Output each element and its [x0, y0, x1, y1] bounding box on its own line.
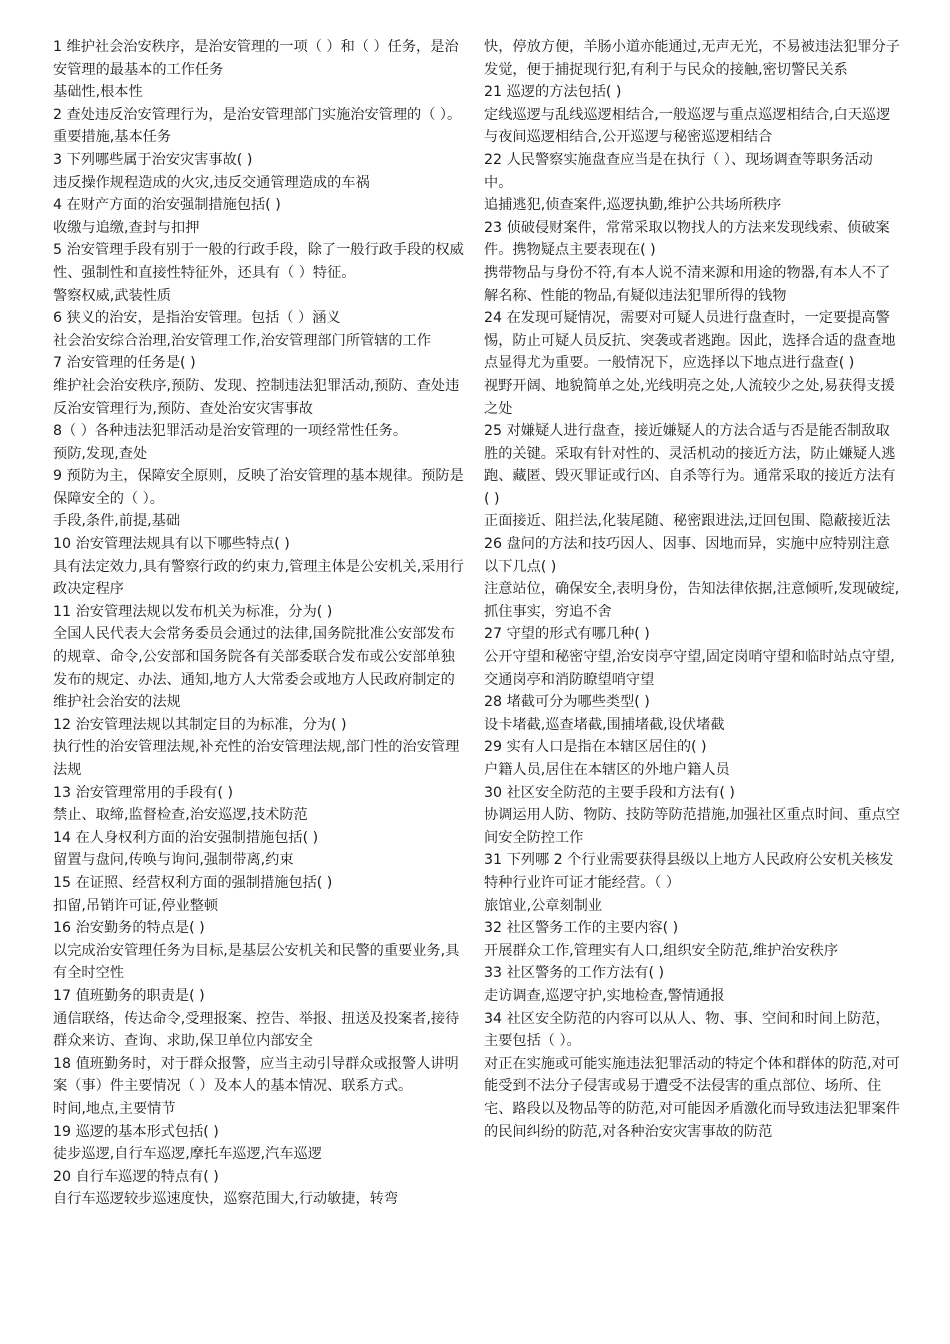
- answer-text: 维护社会治安秩序,预防、发现、控制违法犯罪活动,预防、查处违反治安管理行为,预防、查处治安灾害事故: [53, 377, 460, 417]
- question-text: 10 治安管理法规具有以下哪些特点( ): [53, 536, 290, 553]
- answer-text: 具有法定效力,具有警察行政的约束力,管理主体是公安机关,采用行政决定程序: [53, 558, 464, 598]
- answer-text: 户籍人员,居住在本辖区的外地户籍人员: [484, 762, 730, 778]
- answer-text: 视野开阔、地貌简单之处,光线明亮之处,人流较少之处,易获得支援之处: [484, 377, 895, 417]
- answer-text: 扣留,吊销许可证,停业整顿: [53, 897, 219, 914]
- question-text: 28 堵截可分为哪些类型( ): [484, 694, 650, 711]
- question-text: 14 在人身权利方面的治安强制措施包括( ): [53, 829, 319, 846]
- answer-text: 社会治安综合治理,治安管理工作,治安管理部门所管辖的工作: [53, 332, 431, 349]
- answer-text: 警察权威,武装性质: [53, 287, 172, 304]
- question-text: 27 守望的形式有哪几种( ): [484, 626, 650, 643]
- answer-text: 违反操作规程造成的火灾,违反交通管理造成的车祸: [53, 174, 370, 191]
- question-text: 5 治安管理手段有别于一般的行政手段，除了一般行政手段的权威性、强制性和直接性特征外，还具有（ ）特征。: [53, 242, 464, 281]
- question-text: 11 治安管理法规以发布机关为标准，分为( ): [53, 603, 333, 620]
- question-text: 32 社区警务工作的主要内容( ): [484, 920, 679, 937]
- question-text: 12 治安管理法规以其制定目的为标准，分为( ): [53, 716, 347, 733]
- question-text: 24 在发现可疑情况，需要对可疑人员进行盘查时，一定要提高警惕，防止可疑人员反抗、突袭或者逃跑。因此，选择合适的盘查地点显得尤为重要。一般情况下，应选择以下地点进行盘查( ): [484, 310, 896, 372]
- answer-text: 对正在实施或可能实施违法犯罪活动的特定个体和群体的防范,对可能受到不法分子侵害或易于遭受不法侵害的重点部位、场所、住宅、路段以及物品等的防范,对可能因矛盾激化而导致违法犯罪案件的民间纠纷的防范,对各种治安灾害事故的防范: [484, 1055, 900, 1140]
- question-text: 7 治安管理的任务是( ): [53, 355, 196, 372]
- answer-text: 禁止、取缔,监督检查,治安巡逻,技术防范: [53, 807, 308, 824]
- question-text: 17 值班勤务的职责是( ): [53, 987, 205, 1004]
- answer-text: 重要措施,基本任务: [53, 129, 172, 146]
- question-text: 21 巡逻的方法包括( ): [484, 84, 622, 101]
- answer-text: 执行性的治安管理法规,补充性的治安管理法规,部门性的治安管理法规: [53, 739, 460, 778]
- answer-text: 设卡堵截,巡查堵截,围捕堵截,设伏堵截: [484, 716, 725, 733]
- answer-text: 徒步巡逻,自行车巡逻,摩托车巡逻,汽车巡逻: [53, 1146, 322, 1163]
- answer-text: 走访调查,巡逻守护,实地检查,警情通报: [484, 987, 725, 1004]
- question-text: 19 巡逻的基本形式包括( ): [53, 1123, 219, 1140]
- answer-text: 收缴与追缴,查封与扣押: [53, 219, 200, 236]
- answer-text: 公开守望和秘密守望,治安岗亭守望,固定岗哨守望和临时站点守望,交通岗亭和消防瞭望哨守望: [484, 649, 895, 688]
- left-column: [53, 36, 467, 1211]
- question-text: 8（ ）各种违法犯罪活动是治安管理的一项经常性任务。: [53, 423, 408, 440]
- answer-text: 全国人民代表大会常务委员会通过的法律,国务院批准公安部发布的规章、命令,公安部和国务院各有关部委联合发布或公安部单独发布的规定、办法、通知,地方人大常委会或地方人民政府制定的维护社会治安的法规: [53, 626, 455, 711]
- answer-text: 自行车巡逻较步巡速度快，巡察范围大,行动敏捷，转弯: [53, 1191, 399, 1208]
- answer-text: 留置与盘问,传唤与询问,强制带离,约束: [53, 852, 294, 869]
- question-text: 22 人民警察实施盘查应当是在执行（ ）、现场调查等职务活动中。: [484, 151, 873, 191]
- answer-text: 基础性,根本性: [53, 84, 143, 101]
- answer-text: 通信联络，传达命令,受理报案、控告、举报、扭送及投案者,接待群众来访、查询、求助,保卫单位内部安全: [53, 1010, 460, 1050]
- answer-text: 手段,条件,前提,基础: [53, 513, 181, 530]
- question-text: 34 社区安全防范的内容可以从人、物、事、空间和时间上防范，主要包括（ ）。: [484, 1010, 890, 1050]
- question-text: 31 下列哪 2 个行业需要获得县级以上地方人民政府公安机关核发特种行业许可证才能经营。（ ）: [484, 852, 894, 891]
- answer-text: 协调运用人防、物防、技防等防范措施,加强社区重点时间、重点空间安全防控工作: [484, 807, 900, 846]
- question-text: 26 盘问的方法和技巧因人、因事、因地而异，实施中应特别注意以下几点( ): [484, 536, 890, 575]
- answer-text: 时间,地点,主要情节: [53, 1100, 176, 1117]
- question-text: 18 值班勤务时，对于群众报警，应当主动引导群众或报警人讲明案（事）件主要情况（ ）及本人的基本情况、联系方式。: [53, 1055, 459, 1095]
- answer-text: 旅馆业,公章刻制业: [484, 897, 603, 914]
- question-text: 33 社区警务的工作方法有( ): [484, 965, 665, 982]
- question-text: 2 查处违反治安管理行为，是治安管理部门实施治安管理的（ ）。: [53, 106, 462, 123]
- right-column: [484, 36, 900, 1143]
- question-text: 9 预防为主，保障安全原则，反映了治安管理的基本规律。预防是保障安全的（ ）。: [53, 468, 464, 507]
- question-text: 20 自行车巡逻的特点有( ): [53, 1168, 219, 1185]
- answer-text: 正面接近、阻拦法,化装尾随、秘密跟进法,迂回包围、隐蔽接近法: [484, 513, 891, 530]
- answer-text: 预防,发现,查处: [53, 445, 148, 462]
- question-text: 30 社区安全防范的主要手段和方法有( ): [484, 784, 735, 801]
- question-text: 29 实有人口是指在本辖区居住的( ): [484, 739, 707, 756]
- question-text: 23 侦破侵财案件，常常采取以物找人的方法来发现线索、侦破案件。携物疑点主要表现在( ): [484, 219, 890, 259]
- question-text: 13 治安管理常用的手段有( ): [53, 784, 234, 801]
- question-text: 3 下列哪些属于治安灾害事故( ): [53, 151, 253, 168]
- answer-text: 开展群众工作,管理实有人口,组织安全防范,维护治安秩序: [484, 942, 839, 959]
- answer-text: 定线巡逻与乱线巡逻相结合,一般巡逻与重点巡逻相结合,白天巡逻与夜间巡逻相结合,公开巡逻与秘密巡逻相结合: [484, 106, 891, 146]
- answer-text: 注意站位，确保安全,表明身份，告知法律依据,注意倾听,发现破绽,抓住事实，穷追不舍: [484, 581, 900, 620]
- answer-text: 追捕逃犯,侦查案件,巡逻执勤,维护公共场所秩序: [484, 197, 782, 214]
- answer-text: 以完成治安管理任务为目标,是基层公安机关和民警的重要业务,具有全时空性: [53, 942, 460, 982]
- question-text: 15 在证照、经营权利方面的强制措施包括( ): [53, 874, 333, 891]
- question-text: 4 在财产方面的治安强制措施包括( ): [53, 197, 281, 214]
- question-text: 1 维护社会治安秩序，是治安管理的一项（ ）和（ ）任务，是治安管理的最基本的工作任务: [53, 39, 459, 78]
- answer-text: 携带物品与身份不符,有本人说不清来源和用途的物器,有本人不了解名称、性能的物品,有疑似违法犯罪所得的钱物: [484, 264, 891, 304]
- question-text: 25 对嫌疑人进行盘查，接近嫌疑人的方法合适与否是能否制敌取胜的关键。采取有针对性的、灵活机动的接近方法，防止嫌疑人逃跑、藏匿、毁灭罪证或行凶、自杀等行为。通常采取的接近方法有( ): [484, 423, 896, 507]
- answer-text: 快，停放方便，羊肠小道亦能通过,无声无光，不易被违法犯罪分子发觉，便于捕捉现行犯,有利于与民众的接触,密切警民关系: [484, 39, 900, 78]
- question-text: 6 狭义的治安，是指治安管理。包括（ ）涵义: [53, 310, 341, 327]
- question-text: 16 治安勤务的特点是( ): [53, 920, 205, 937]
